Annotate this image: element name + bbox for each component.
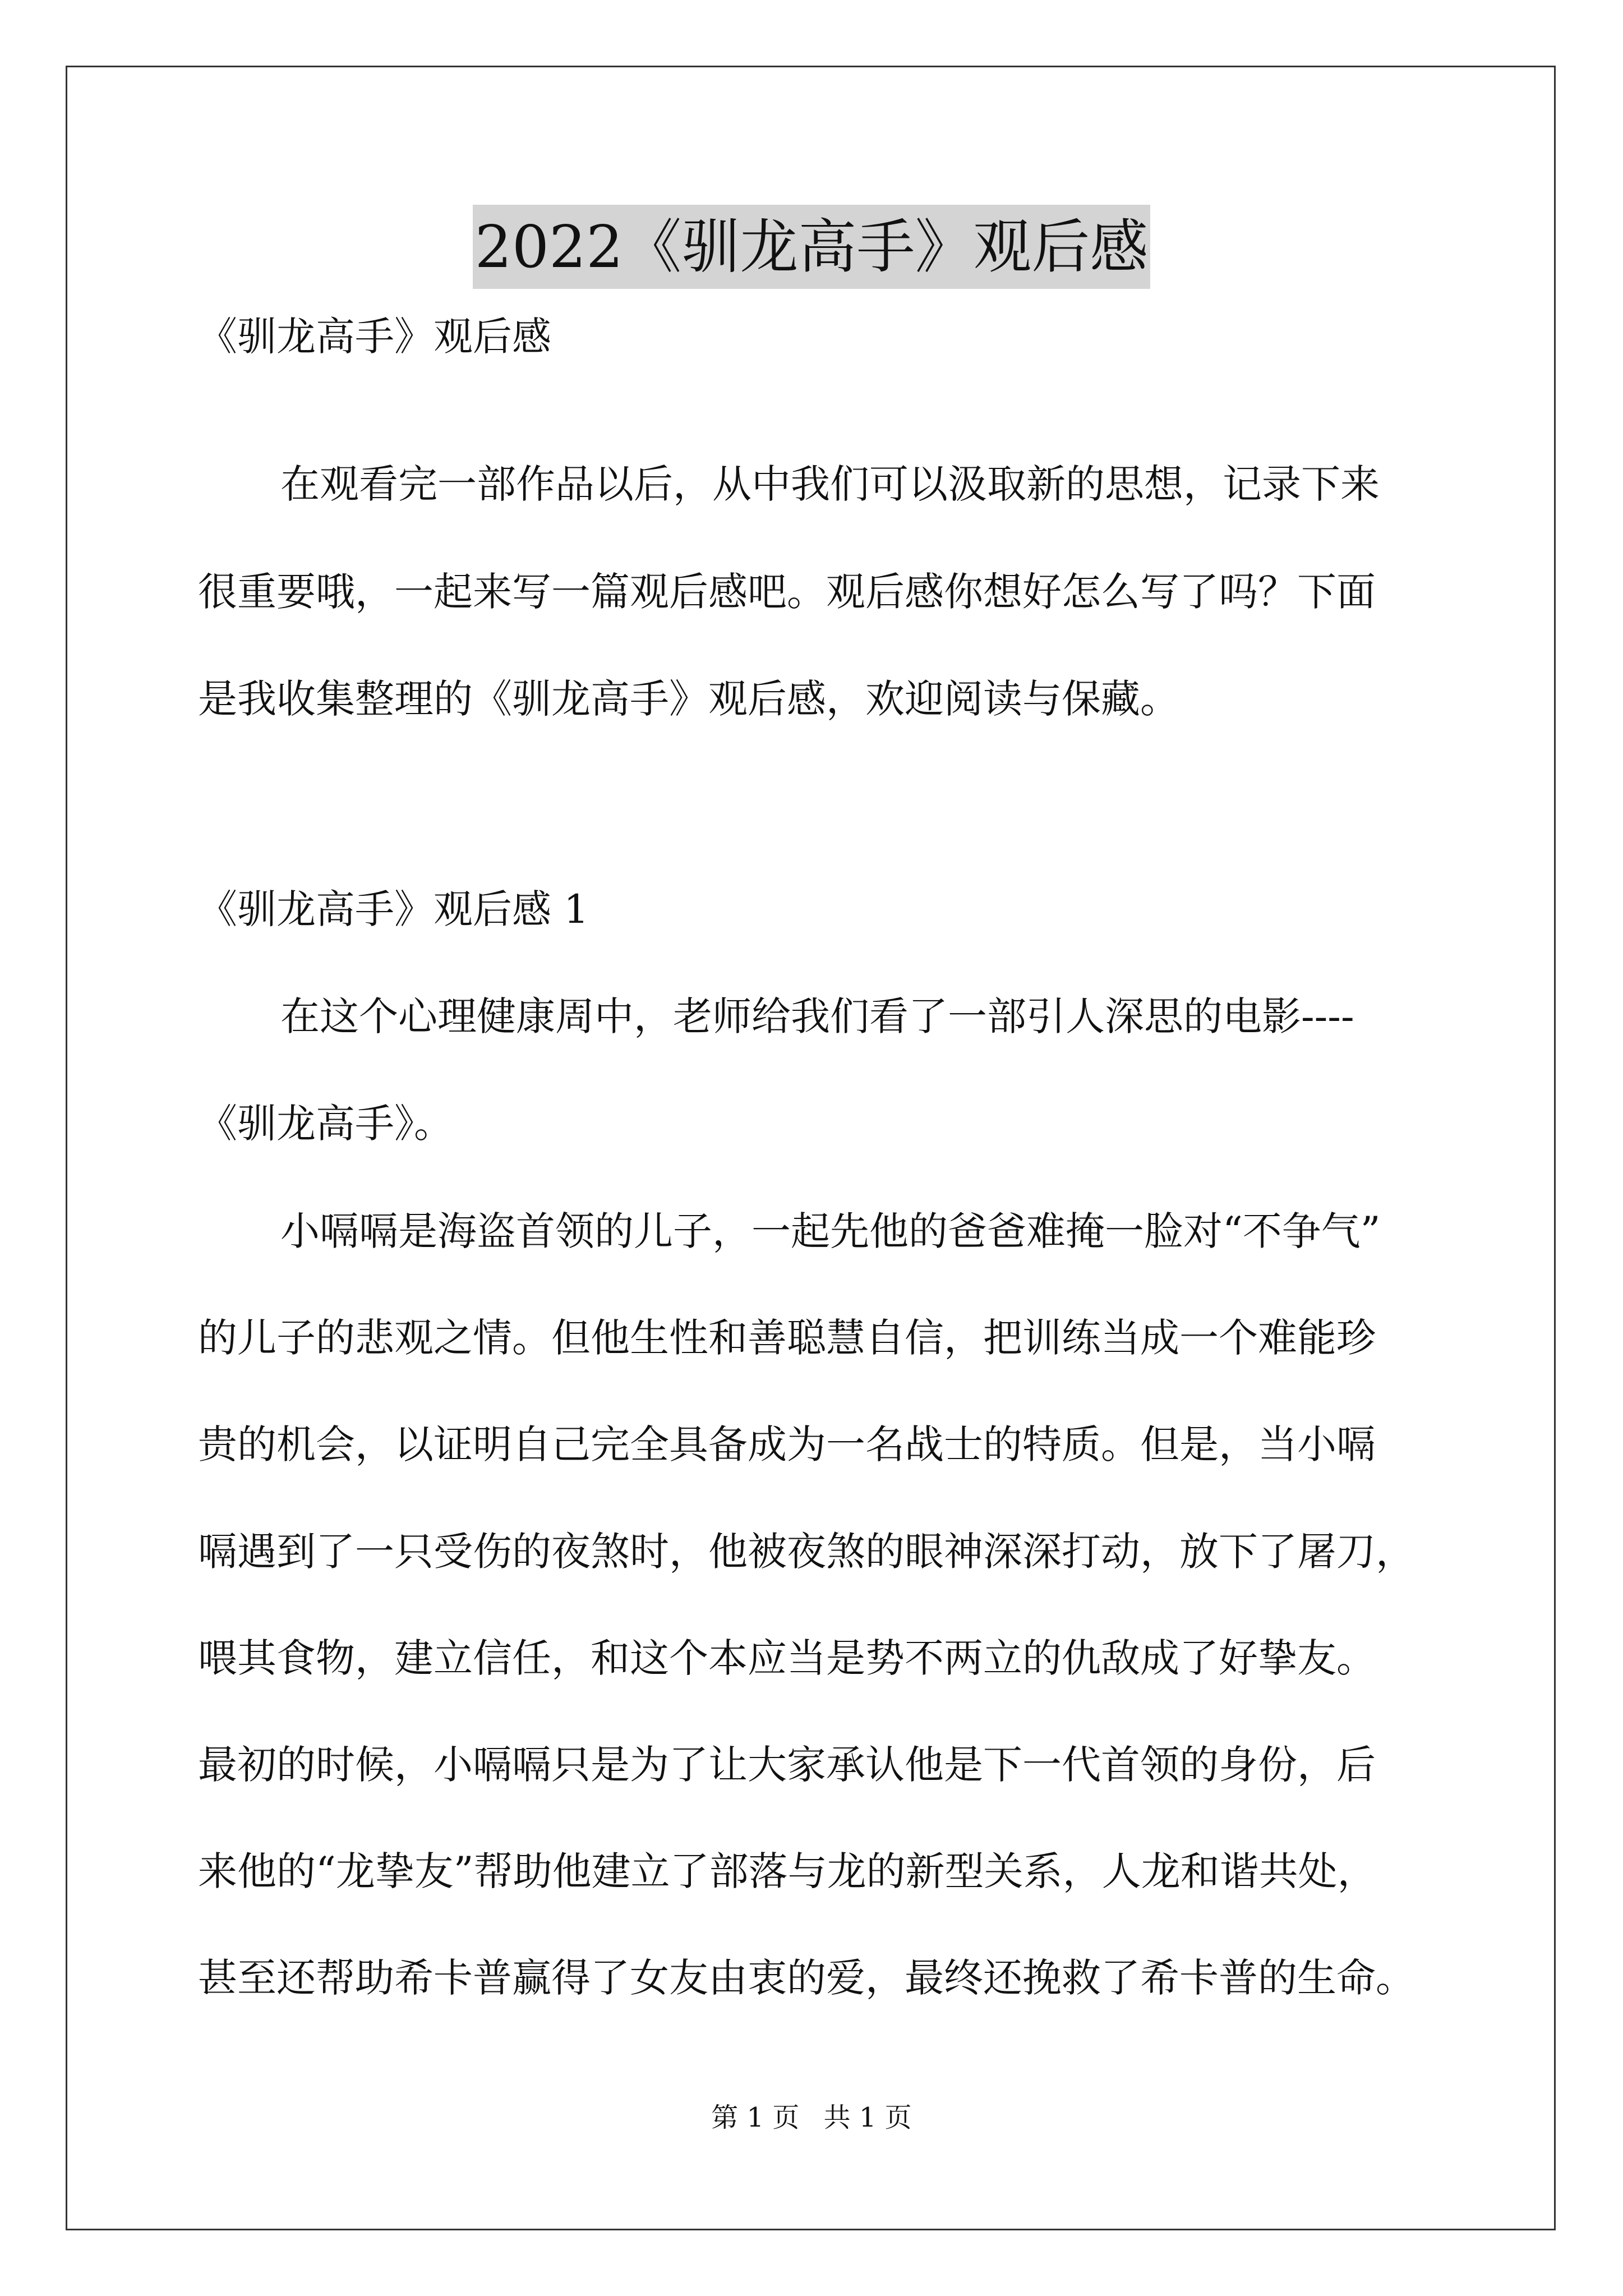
page-total: 共 1 页 <box>823 2102 912 2133</box>
paragraph-line: 喂其食物，建立信任，和这个本应当是势不两立的仇敌成了好挚友。 <box>198 1635 1376 1681</box>
page-number: 第 1 页 <box>711 2102 800 2133</box>
paragraph-line: 贵的机会，以证明自己完全具备成为一名战士的特质。但是，当小嗝 <box>198 1421 1376 1467</box>
title-container <box>0 205 1623 289</box>
paragraph-line: 嗝遇到了一只受伤的夜煞时，他被夜煞的眼神深深打动，放下了屠刀， <box>198 1529 1415 1575</box>
paragraph-line: 小嗝嗝是海盗首领的儿子，一起先他的爸爸难掩一脸对“不争气” <box>280 1208 1381 1254</box>
section-heading: 《驯龙高手》观后感 1 <box>198 886 589 932</box>
intro-line: 是我收集整理的《驯龙高手》观后感，欢迎阅读与保藏。 <box>198 676 1179 722</box>
paragraph-line: 《驯龙高手》。 <box>198 1101 453 1147</box>
paragraph-line: 来他的“龙挚友”帮助他建立了部落与龙的新型关系，人龙和谐共处， <box>198 1848 1377 1894</box>
intro-line: 在观看完一部作品以后，从中我们可以汲取新的思想，记录下来 <box>280 461 1380 507</box>
intro-line: 很重要哦，一起来写一篇观后感吧。观后感你想好怎么写了吗？下面 <box>198 569 1376 615</box>
paragraph-line: 的儿子的悲观之情。但他生性和善聪慧自信，把训练当成一个难能珍 <box>198 1315 1376 1361</box>
paragraph-line: 最初的时候，小嗝嗝只是为了让大家承认他是下一代首领的身份，后 <box>198 1742 1376 1788</box>
page-footer <box>0 2098 1623 2137</box>
subtitle: 《驯龙高手》观后感 <box>198 314 551 360</box>
paragraph-line: 在这个心理健康周中，老师给我们看了一部引人深思的电影---- <box>280 993 1354 1039</box>
paragraph-line: 甚至还帮助希卡普赢得了女友由衷的爱，最终还挽救了希卡普的生命。 <box>198 1955 1415 2001</box>
document-title: 2022《驯龙高手》观后感 <box>473 205 1151 289</box>
